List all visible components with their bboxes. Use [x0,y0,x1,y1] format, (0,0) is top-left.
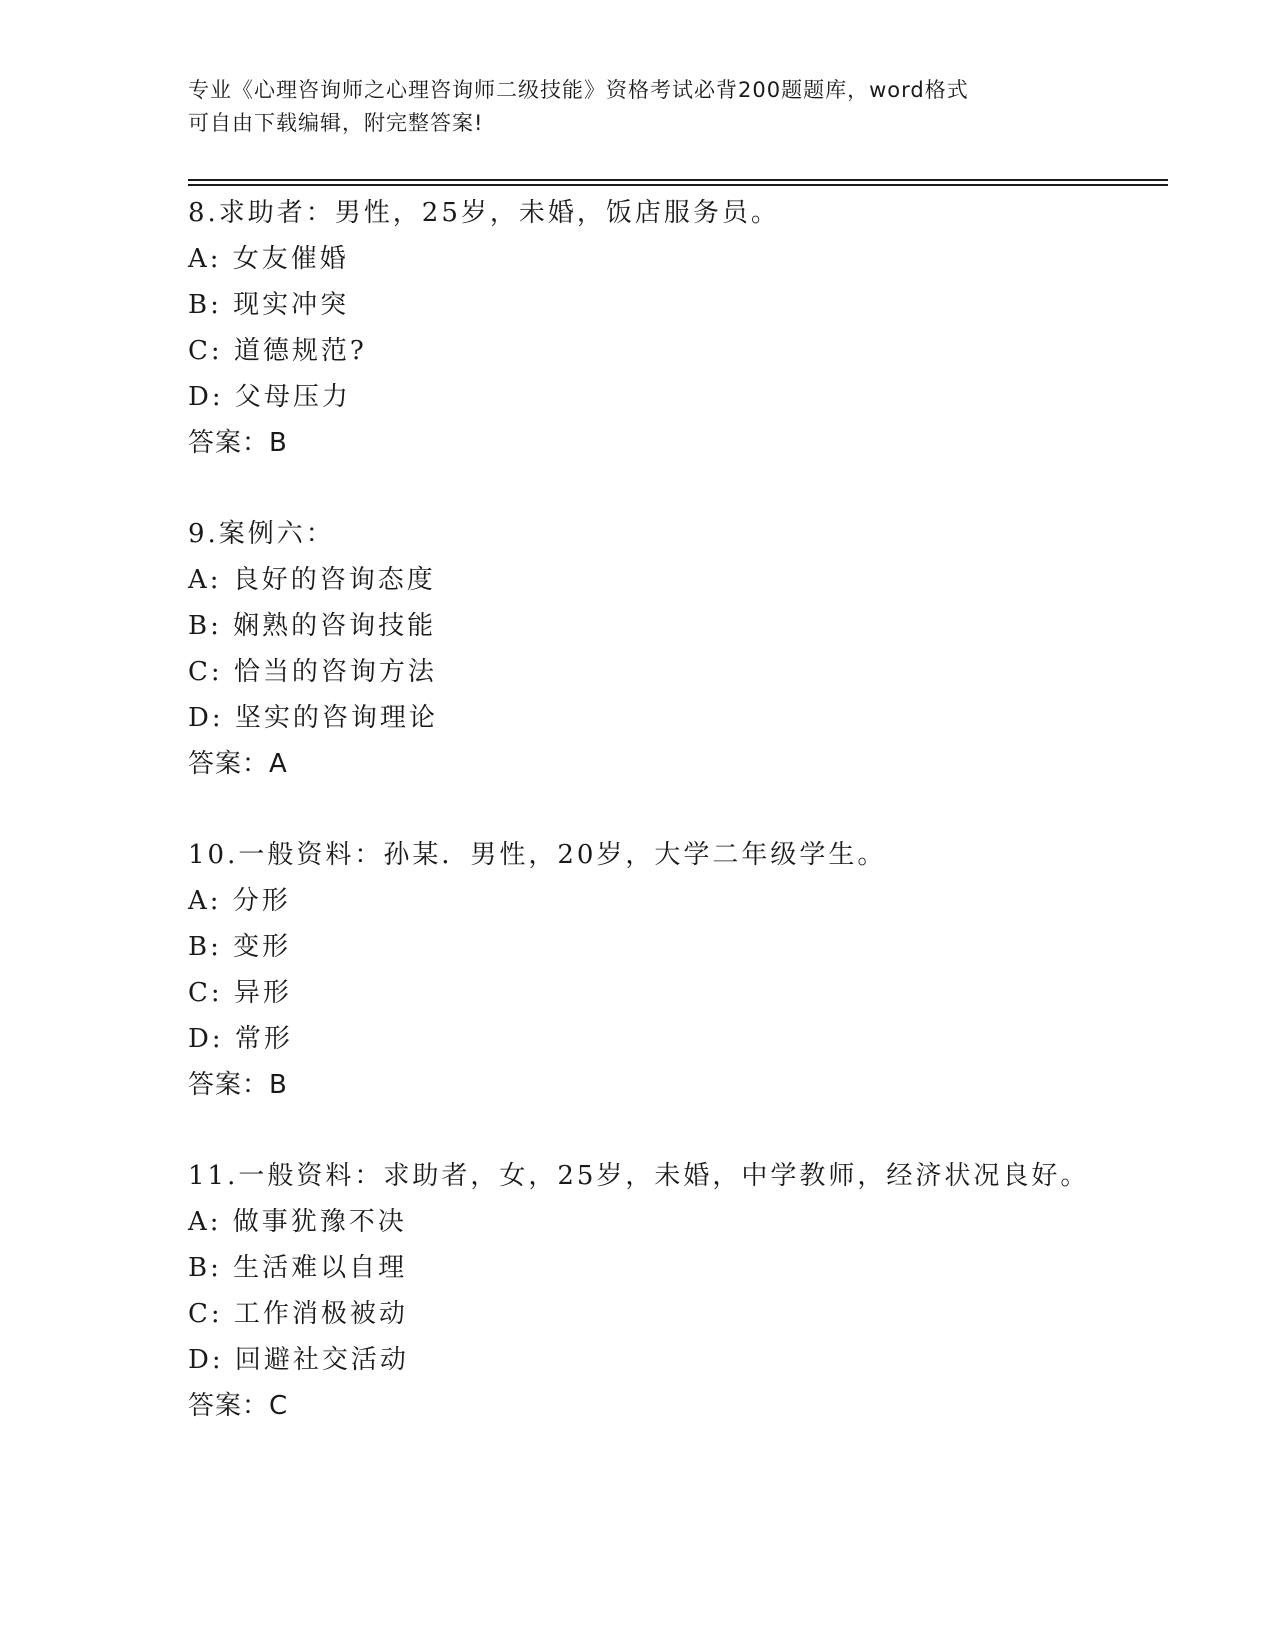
option-b: B: 变形 [188,932,292,962]
option-b: B: 娴熟的咨询技能 [188,611,437,641]
option-c: C: 异形 [188,978,292,1008]
option-b: B: 生活难以自理 [188,1253,408,1283]
answer-line: 答案：B [188,428,288,458]
option-d: D: 回避社交活动 [188,1345,409,1375]
header-line-2: 可自由下载编辑，附完整答案! [188,111,484,135]
option-d: D: 常形 [188,1024,293,1054]
option-c: C: 工作消极被动 [188,1299,408,1329]
question-list [188,190,1188,1474]
question-stem: 10.一般资料：孙某．男性，20岁，大学二年级学生。 [188,840,887,870]
question-8 [188,190,1188,466]
question-9 [188,511,1188,787]
answer-line: 答案：A [188,749,288,779]
answer-line: 答案：B [188,1070,288,1100]
question-11 [188,1153,1188,1429]
header-line-1: 专业《心理咨询师之心理咨询师二级技能》资格考试必背200题题库，word格式 [188,78,969,102]
question-stem: 11.一般资料：求助者，女，25岁，未婚，中学教师，经济状况良好。 [188,1161,1090,1191]
answer-line: 答案：C [188,1391,289,1421]
option-a: A: 做事犹豫不决 [188,1207,407,1237]
question-stem: 8.求助者：男性，25岁，未婚，饭店服务员。 [188,198,780,228]
option-a: A: 良好的咨询态度 [188,565,436,595]
option-a: A: 分形 [188,886,291,916]
question-stem: 9.案例六： [188,519,335,549]
option-d: D: 坚实的咨询理论 [188,703,438,733]
option-b: B: 现实冲突 [188,290,350,320]
option-c: C: 道德规范? [188,336,367,366]
header-divider-top [188,179,1168,181]
question-10 [188,832,1188,1108]
option-d: D: 父母压力 [188,382,351,412]
document-header [188,74,1088,140]
option-a: A: 女友催婚 [188,244,349,274]
option-c: C: 恰当的咨询方法 [188,657,437,687]
header-divider-bottom [188,184,1168,186]
